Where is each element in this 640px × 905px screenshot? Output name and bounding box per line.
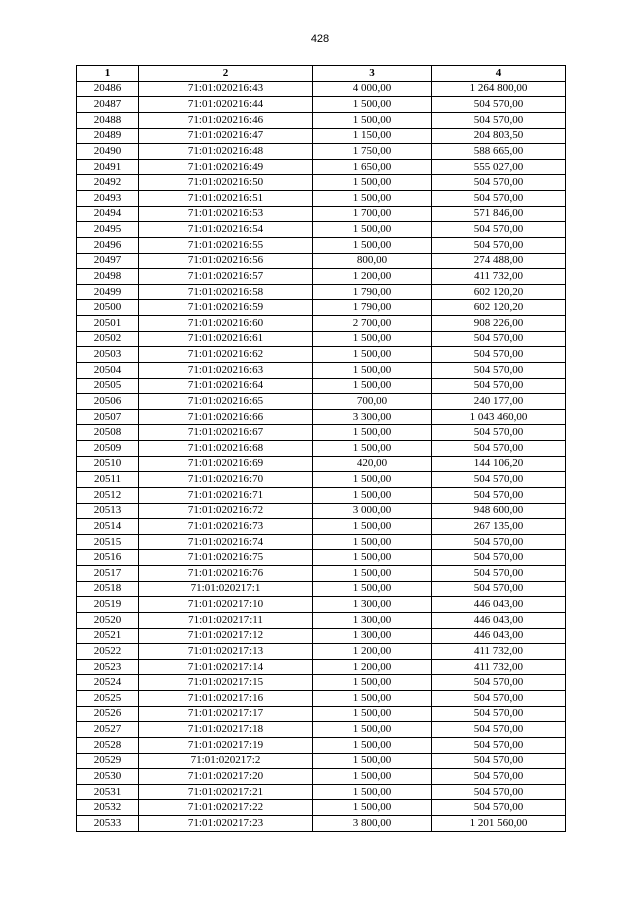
table-row (77, 159, 566, 175)
cadastral-number-cell: 71:01:020217:21 (139, 784, 313, 800)
area-cell: 1 500,00 (313, 753, 432, 769)
table-row (77, 191, 566, 207)
cadastral-number-cell: 71:01:020216:65 (139, 394, 313, 410)
area-cell: 1 500,00 (313, 331, 432, 347)
row-number-cell: 20527 (77, 722, 139, 738)
cadastral-value-cell: 411 732,00 (432, 269, 566, 285)
cadastral-number-cell: 71:01:020216:62 (139, 347, 313, 363)
row-number-cell: 20522 (77, 644, 139, 660)
area-cell: 1 500,00 (313, 706, 432, 722)
area-cell: 1 500,00 (313, 175, 432, 191)
cadastral-value-cell: 504 570,00 (432, 425, 566, 441)
row-number-cell: 20487 (77, 97, 139, 113)
cadastral-value-cell: 948 600,00 (432, 503, 566, 519)
table-row (77, 409, 566, 425)
cadastral-number-cell: 71:01:020217:22 (139, 800, 313, 816)
area-cell: 1 300,00 (313, 628, 432, 644)
cadastral-number-cell: 71:01:020216:69 (139, 456, 313, 472)
row-number-cell: 20525 (77, 691, 139, 707)
row-number-cell: 20495 (77, 222, 139, 238)
row-number-cell: 20511 (77, 472, 139, 488)
cadastral-value-table (76, 65, 566, 832)
table-row (77, 612, 566, 628)
cadastral-value-cell: 504 570,00 (432, 769, 566, 785)
cadastral-value-cell: 504 570,00 (432, 378, 566, 394)
cadastral-number-cell: 71:01:020217:20 (139, 769, 313, 785)
row-number-cell: 20506 (77, 394, 139, 410)
cadastral-value-cell: 411 732,00 (432, 659, 566, 675)
table-row (77, 800, 566, 816)
area-cell: 1 500,00 (313, 487, 432, 503)
table-row (77, 331, 566, 347)
cadastral-value-cell: 504 570,00 (432, 191, 566, 207)
row-number-cell: 20503 (77, 347, 139, 363)
table-row (77, 112, 566, 128)
table-row (77, 300, 566, 316)
cadastral-number-cell: 71:01:020217:11 (139, 612, 313, 628)
cadastral-number-cell: 71:01:020216:75 (139, 550, 313, 566)
row-number-cell: 20486 (77, 81, 139, 97)
column-header: 4 (432, 66, 566, 82)
table-row (77, 722, 566, 738)
table-row (77, 737, 566, 753)
cadastral-number-cell: 71:01:020217:16 (139, 691, 313, 707)
area-cell: 1 500,00 (313, 222, 432, 238)
cadastral-number-cell: 71:01:020216:55 (139, 237, 313, 253)
cadastral-value-cell: 504 570,00 (432, 800, 566, 816)
row-number-cell: 20489 (77, 128, 139, 144)
cadastral-value-cell: 504 570,00 (432, 550, 566, 566)
cadastral-value-cell: 504 570,00 (432, 237, 566, 253)
table-row (77, 675, 566, 691)
cadastral-value-cell: 504 570,00 (432, 331, 566, 347)
row-number-cell: 20517 (77, 566, 139, 582)
table-row (77, 487, 566, 503)
area-cell: 3 000,00 (313, 503, 432, 519)
cadastral-number-cell: 71:01:020216:48 (139, 144, 313, 160)
area-cell: 1 200,00 (313, 644, 432, 660)
table-header-row (77, 66, 566, 82)
cadastral-value-cell: 504 570,00 (432, 175, 566, 191)
area-cell: 1 500,00 (313, 769, 432, 785)
column-header: 2 (139, 66, 313, 82)
cadastral-number-cell: 71:01:020216:57 (139, 269, 313, 285)
row-number-cell: 20520 (77, 612, 139, 628)
cadastral-number-cell: 71:01:020216:67 (139, 425, 313, 441)
cadastral-value-cell: 602 120,20 (432, 284, 566, 300)
area-cell: 1 750,00 (313, 144, 432, 160)
cadastral-number-cell: 71:01:020216:72 (139, 503, 313, 519)
cadastral-number-cell: 71:01:020216:68 (139, 441, 313, 457)
table-row (77, 316, 566, 332)
table-row (77, 566, 566, 582)
area-cell: 1 500,00 (313, 534, 432, 550)
area-cell: 1 500,00 (313, 722, 432, 738)
cadastral-value-cell: 504 570,00 (432, 222, 566, 238)
cadastral-value-cell: 908 226,00 (432, 316, 566, 332)
row-number-cell: 20529 (77, 753, 139, 769)
row-number-cell: 20526 (77, 706, 139, 722)
table-row (77, 175, 566, 191)
table-row (77, 784, 566, 800)
cadastral-number-cell: 71:01:020217:18 (139, 722, 313, 738)
cadastral-value-cell: 504 570,00 (432, 691, 566, 707)
table-row (77, 284, 566, 300)
area-cell: 1 500,00 (313, 472, 432, 488)
cadastral-number-cell: 71:01:020216:43 (139, 81, 313, 97)
cadastral-value-cell: 144 106,20 (432, 456, 566, 472)
area-cell: 1 500,00 (313, 97, 432, 113)
cadastral-value-cell: 504 570,00 (432, 581, 566, 597)
row-number-cell: 20518 (77, 581, 139, 597)
cadastral-number-cell: 71:01:020216:46 (139, 112, 313, 128)
row-number-cell: 20524 (77, 675, 139, 691)
area-cell: 1 650,00 (313, 159, 432, 175)
area-cell: 1 700,00 (313, 206, 432, 222)
area-cell: 420,00 (313, 456, 432, 472)
area-cell: 1 500,00 (313, 566, 432, 582)
cadastral-value-cell: 602 120,20 (432, 300, 566, 316)
area-cell: 1 300,00 (313, 612, 432, 628)
area-cell: 1 790,00 (313, 300, 432, 316)
row-number-cell: 20516 (77, 550, 139, 566)
area-cell: 1 500,00 (313, 237, 432, 253)
row-number-cell: 20515 (77, 534, 139, 550)
cadastral-number-cell: 71:01:020217:15 (139, 675, 313, 691)
row-number-cell: 20492 (77, 175, 139, 191)
area-cell: 1 150,00 (313, 128, 432, 144)
cadastral-value-cell: 504 570,00 (432, 441, 566, 457)
table-row (77, 97, 566, 113)
cadastral-number-cell: 71:01:020217:19 (139, 737, 313, 753)
row-number-cell: 20490 (77, 144, 139, 160)
area-cell: 700,00 (313, 394, 432, 410)
area-cell: 4 000,00 (313, 81, 432, 97)
column-header: 3 (313, 66, 432, 82)
cadastral-value-cell: 504 570,00 (432, 534, 566, 550)
area-cell: 1 500,00 (313, 675, 432, 691)
cadastral-number-cell: 71:01:020216:44 (139, 97, 313, 113)
cadastral-number-cell: 71:01:020216:76 (139, 566, 313, 582)
row-number-cell: 20513 (77, 503, 139, 519)
cadastral-value-cell: 267 135,00 (432, 519, 566, 535)
table-row (77, 769, 566, 785)
row-number-cell: 20512 (77, 487, 139, 503)
cadastral-number-cell: 71:01:020216:54 (139, 222, 313, 238)
cadastral-value-cell: 504 570,00 (432, 566, 566, 582)
cadastral-number-cell: 71:01:020216:47 (139, 128, 313, 144)
cadastral-value-cell: 504 570,00 (432, 97, 566, 113)
cadastral-number-cell: 71:01:020217:2 (139, 753, 313, 769)
cadastral-value-cell: 1 264 800,00 (432, 81, 566, 97)
cadastral-number-cell: 71:01:020216:56 (139, 253, 313, 269)
area-cell: 1 500,00 (313, 191, 432, 207)
cadastral-number-cell: 71:01:020217:12 (139, 628, 313, 644)
table-row (77, 222, 566, 238)
table-row (77, 441, 566, 457)
cadastral-number-cell: 71:01:020216:58 (139, 284, 313, 300)
area-cell: 1 500,00 (313, 362, 432, 378)
table-row (77, 659, 566, 675)
area-cell: 1 500,00 (313, 519, 432, 535)
cadastral-number-cell: 71:01:020217:14 (139, 659, 313, 675)
area-cell: 2 700,00 (313, 316, 432, 332)
cadastral-value-cell: 588 665,00 (432, 144, 566, 160)
area-cell: 1 500,00 (313, 112, 432, 128)
cadastral-value-cell: 571 846,00 (432, 206, 566, 222)
table-row (77, 706, 566, 722)
cadastral-number-cell: 71:01:020217:13 (139, 644, 313, 660)
row-number-cell: 20532 (77, 800, 139, 816)
cadastral-value-cell: 504 570,00 (432, 722, 566, 738)
area-cell: 3 800,00 (313, 816, 432, 832)
cadastral-number-cell: 71:01:020216:64 (139, 378, 313, 394)
table-row (77, 581, 566, 597)
cadastral-number-cell: 71:01:020216:51 (139, 191, 313, 207)
row-number-cell: 20496 (77, 237, 139, 253)
area-cell: 1 790,00 (313, 284, 432, 300)
table-row (77, 128, 566, 144)
cadastral-value-cell: 240 177,00 (432, 394, 566, 410)
cadastral-number-cell: 71:01:020216:59 (139, 300, 313, 316)
row-number-cell: 20502 (77, 331, 139, 347)
cadastral-value-cell: 504 570,00 (432, 675, 566, 691)
cadastral-number-cell: 71:01:020216:49 (139, 159, 313, 175)
row-number-cell: 20528 (77, 737, 139, 753)
row-number-cell: 20530 (77, 769, 139, 785)
row-number-cell: 20504 (77, 362, 139, 378)
cadastral-number-cell: 71:01:020216:50 (139, 175, 313, 191)
cadastral-value-cell: 446 043,00 (432, 628, 566, 644)
table-row (77, 816, 566, 832)
cadastral-value-cell: 504 570,00 (432, 472, 566, 488)
cadastral-number-cell: 71:01:020216:71 (139, 487, 313, 503)
row-number-cell: 20500 (77, 300, 139, 316)
cadastral-number-cell: 71:01:020216:60 (139, 316, 313, 332)
row-number-cell: 20521 (77, 628, 139, 644)
table-row (77, 691, 566, 707)
table-body (77, 81, 566, 831)
table-row (77, 534, 566, 550)
row-number-cell: 20533 (77, 816, 139, 832)
row-number-cell: 20505 (77, 378, 139, 394)
area-cell: 1 500,00 (313, 347, 432, 363)
cadastral-value-cell: 1 201 560,00 (432, 816, 566, 832)
row-number-cell: 20519 (77, 597, 139, 613)
table-row (77, 378, 566, 394)
area-cell: 1 300,00 (313, 597, 432, 613)
cadastral-value-cell: 504 570,00 (432, 784, 566, 800)
cadastral-value-cell: 504 570,00 (432, 487, 566, 503)
cadastral-value-cell: 504 570,00 (432, 706, 566, 722)
cadastral-value-cell: 204 803,50 (432, 128, 566, 144)
cadastral-value-cell: 1 043 460,00 (432, 409, 566, 425)
cadastral-number-cell: 71:01:020216:70 (139, 472, 313, 488)
area-cell: 1 500,00 (313, 441, 432, 457)
page-number: 428 (310, 33, 330, 45)
cadastral-value-cell: 504 570,00 (432, 362, 566, 378)
cadastral-value-cell: 446 043,00 (432, 597, 566, 613)
table-row (77, 347, 566, 363)
row-number-cell: 20501 (77, 316, 139, 332)
table-row (77, 597, 566, 613)
area-cell: 1 500,00 (313, 425, 432, 441)
cadastral-value-cell: 555 027,00 (432, 159, 566, 175)
row-number-cell: 20531 (77, 784, 139, 800)
table-row (77, 644, 566, 660)
table-row (77, 472, 566, 488)
table-row (77, 519, 566, 535)
table-row (77, 362, 566, 378)
column-header: 1 (77, 66, 139, 82)
cadastral-number-cell: 71:01:020217:10 (139, 597, 313, 613)
cadastral-number-cell: 71:01:020217:23 (139, 816, 313, 832)
table-row (77, 394, 566, 410)
cadastral-value-cell: 446 043,00 (432, 612, 566, 628)
area-cell: 1 200,00 (313, 659, 432, 675)
cadastral-number-cell: 71:01:020216:66 (139, 409, 313, 425)
cadastral-number-cell: 71:01:020216:53 (139, 206, 313, 222)
table-row (77, 550, 566, 566)
area-cell: 1 500,00 (313, 784, 432, 800)
row-number-cell: 20493 (77, 191, 139, 207)
table-row (77, 269, 566, 285)
area-cell: 1 500,00 (313, 691, 432, 707)
table-row (77, 81, 566, 97)
row-number-cell: 20488 (77, 112, 139, 128)
row-number-cell: 20514 (77, 519, 139, 535)
area-cell: 1 500,00 (313, 550, 432, 566)
table-row (77, 456, 566, 472)
row-number-cell: 20499 (77, 284, 139, 300)
row-number-cell: 20497 (77, 253, 139, 269)
cadastral-value-cell: 274 488,00 (432, 253, 566, 269)
table-row (77, 237, 566, 253)
cadastral-number-cell: 71:01:020216:73 (139, 519, 313, 535)
cadastral-number-cell: 71:01:020216:63 (139, 362, 313, 378)
cadastral-value-cell: 504 570,00 (432, 347, 566, 363)
row-number-cell: 20523 (77, 659, 139, 675)
table-row (77, 253, 566, 269)
area-cell: 1 500,00 (313, 737, 432, 753)
row-number-cell: 20507 (77, 409, 139, 425)
area-cell: 1 500,00 (313, 581, 432, 597)
table-row (77, 425, 566, 441)
area-cell: 1 200,00 (313, 269, 432, 285)
row-number-cell: 20498 (77, 269, 139, 285)
cadastral-number-cell: 71:01:020216:61 (139, 331, 313, 347)
area-cell: 1 500,00 (313, 378, 432, 394)
cadastral-number-cell: 71:01:020216:74 (139, 534, 313, 550)
row-number-cell: 20509 (77, 441, 139, 457)
table-row (77, 753, 566, 769)
row-number-cell: 20494 (77, 206, 139, 222)
area-cell: 1 500,00 (313, 800, 432, 816)
cadastral-value-cell: 504 570,00 (432, 737, 566, 753)
cadastral-value-cell: 504 570,00 (432, 753, 566, 769)
area-cell: 800,00 (313, 253, 432, 269)
cadastral-value-cell: 411 732,00 (432, 644, 566, 660)
table-row (77, 503, 566, 519)
row-number-cell: 20508 (77, 425, 139, 441)
cadastral-number-cell: 71:01:020217:1 (139, 581, 313, 597)
table-row (77, 144, 566, 160)
table-row (77, 628, 566, 644)
row-number-cell: 20491 (77, 159, 139, 175)
cadastral-number-cell: 71:01:020217:17 (139, 706, 313, 722)
row-number-cell: 20510 (77, 456, 139, 472)
area-cell: 3 300,00 (313, 409, 432, 425)
cadastral-value-cell: 504 570,00 (432, 112, 566, 128)
table-row (77, 206, 566, 222)
